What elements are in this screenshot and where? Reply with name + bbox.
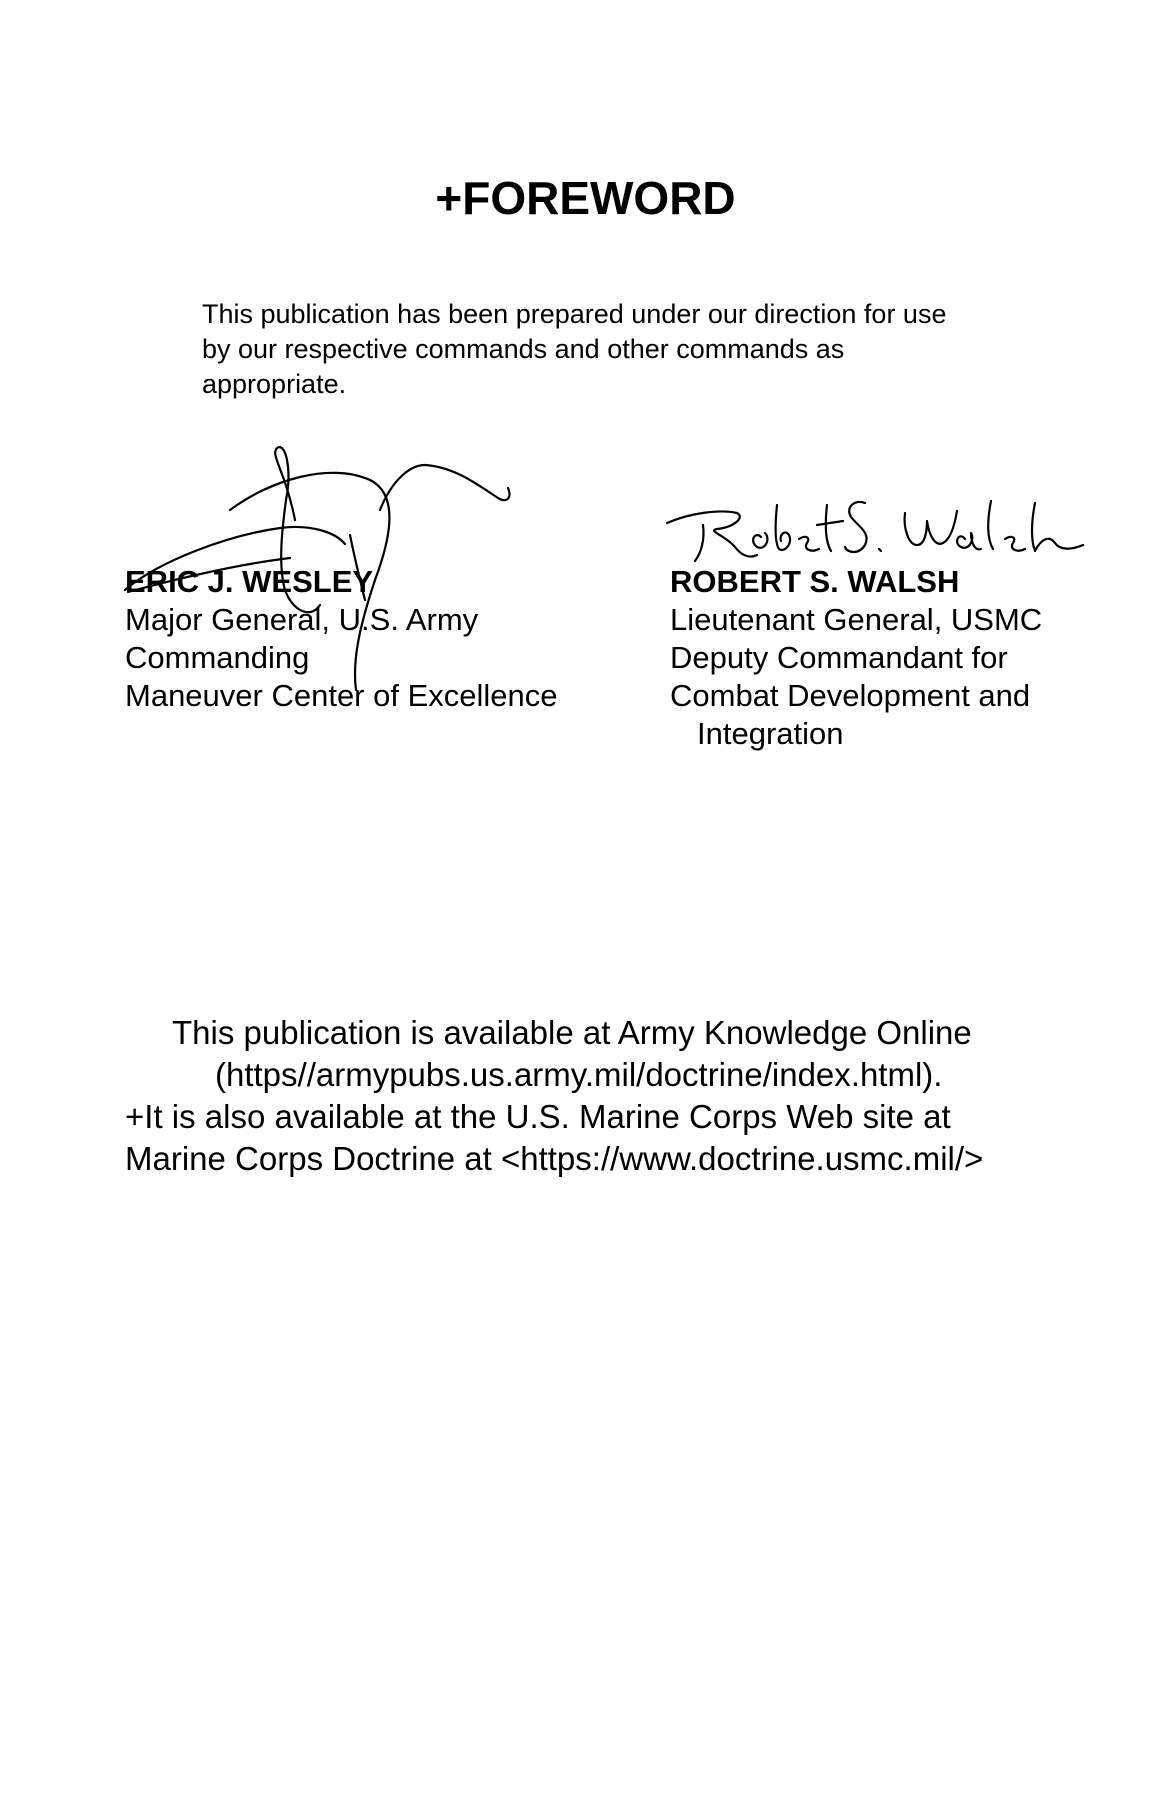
signatory-role: Integration: [697, 716, 844, 751]
signatory-rank: Major General, U.S. Army: [125, 602, 479, 637]
signatory-name: ERIC J. WESLEY: [125, 564, 374, 599]
availability-notice: [125, 1012, 1105, 1180]
availability-url-line: Marine Corps Doctrine at <https://www.doctrine.usmc.mil/>: [125, 1140, 984, 1177]
availability-line: This publication is available at Army Knowledge Online: [172, 1014, 972, 1051]
signatory-role: Deputy Commandant for: [670, 640, 1008, 675]
signatory-role: Commanding: [125, 640, 310, 675]
signatory-rank: Lieutenant General, USMC: [670, 602, 1043, 637]
signatory-role: Combat Development and: [670, 678, 1031, 713]
foreword-line: This publication has been prepared under our direction for use: [202, 299, 947, 329]
foreword-line: appropriate.: [202, 369, 347, 399]
signature-block-walsh: [670, 563, 1042, 753]
foreword-line: by our respective commands and other commands as: [202, 334, 845, 364]
handwritten-signature-walsh: [665, 495, 1085, 565]
availability-line: +It is also available at the U.S. Marine Corps Web site at: [125, 1098, 951, 1135]
signatory-name: ROBERT S. WALSH: [670, 564, 960, 599]
availability-url-line: (https//armypubs.us.army.mil/doctrine/index.html).: [215, 1056, 943, 1093]
foreword-paragraph: [202, 297, 1062, 402]
signatory-organization: Maneuver Center of Excellence: [125, 678, 558, 713]
page-title: +FOREWORD: [435, 172, 736, 224]
handwritten-signature-wesley: [120, 440, 520, 690]
